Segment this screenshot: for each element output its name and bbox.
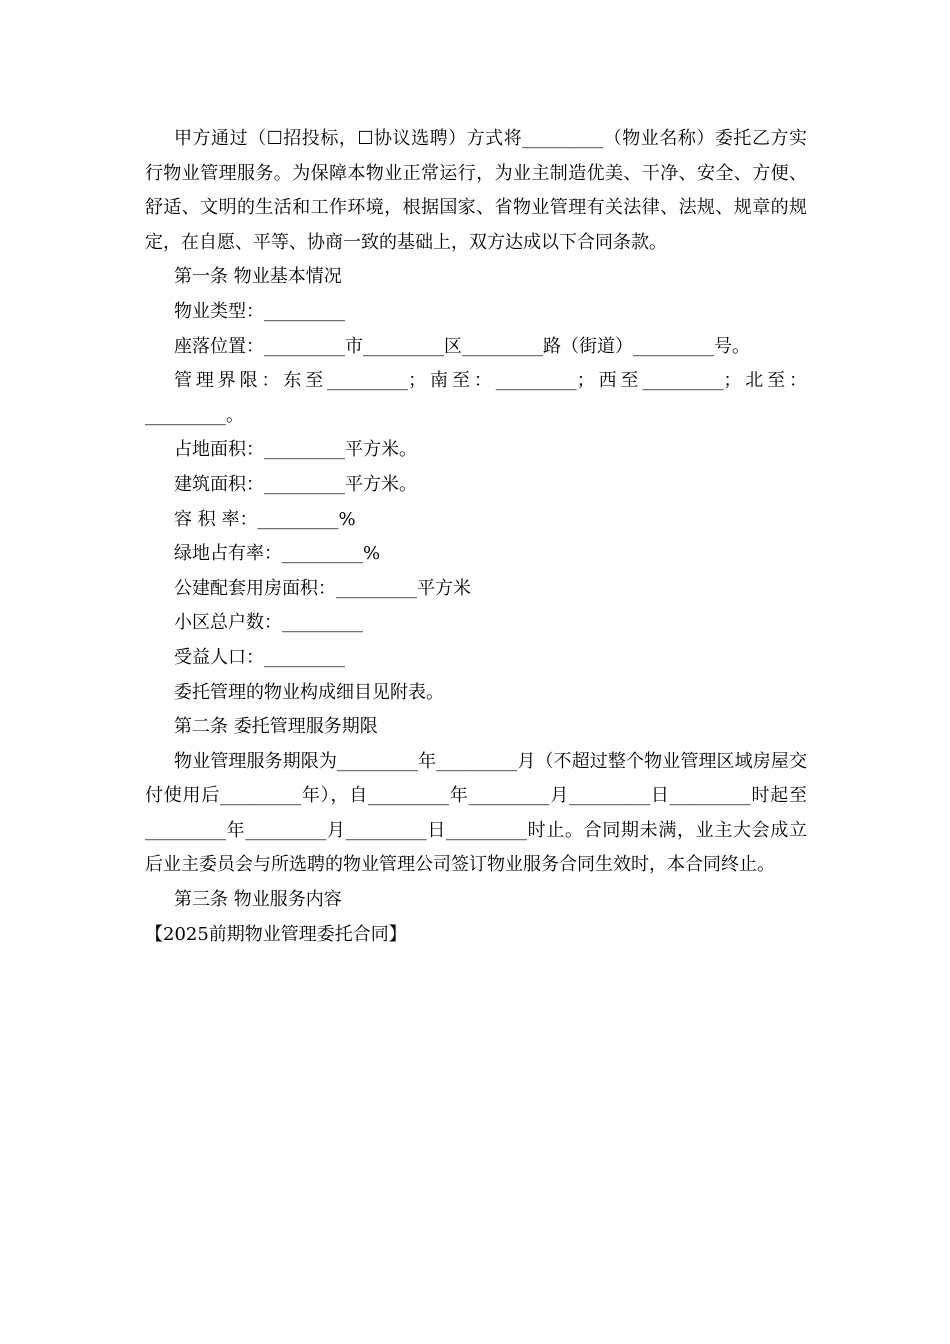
term-paragraph: 物业管理服务期限为_________年_________月（不超过整个物业管理区域房屋交付使用后_________年），自_________年_________月_________日_________时起至_________年_________月_________日_________时止。合同期未满，业主大会成立后业主委员会与所选聘的物业管理公司签订物业服务合同生效时，本合同终止。	[145, 750, 807, 876]
green-ratio-line: 绿地占有率：_________%	[174, 543, 381, 565]
annex-note-line: 委托管理的物业构成细目见附表。	[174, 681, 444, 703]
article-2-heading: 第二条 委托管理服务期限	[174, 716, 378, 738]
article-3-heading: 第三条 物业服务内容	[174, 889, 342, 911]
building-area-line: 建筑面积：_________平方米。	[174, 473, 417, 495]
intro-paragraph: 甲方通过（☐招投标，☐协议选聘）方式将_________（物业名称）委托乙方实行物业管理服务。为保障本物业正常运行，为业主制造优美、干净、安全、方便、舒适、文明的生活和工作环境，根据国家、省物业管理有关法律、法规、规章的规定，在自愿、平等、协商一致的基础上，双方达成以下合同条款。	[145, 128, 807, 253]
households-line: 小区总户数：_________	[174, 612, 363, 634]
boundary-line: 管理界限：东至_________；南至：_________；西至_________；北至：_________。	[145, 370, 807, 426]
public-area-line: 公建配套用房面积：_________平方米	[174, 577, 471, 599]
contract-body	[145, 122, 807, 952]
location-line: 座落位置：_________市_________区_________路（街道）_________号。	[174, 335, 750, 357]
property-type-line: 物业类型：_________	[174, 300, 345, 322]
land-area-line: 占地面积：_________平方米。	[174, 439, 417, 461]
footer-note: 【2025前期物业管理委托合同】	[145, 923, 407, 945]
plot-ratio-line: 容 积 率：_________%	[174, 508, 356, 530]
population-line: 受益人口：_________	[174, 646, 345, 668]
article-1-heading: 第一条 物业基本情况	[174, 266, 342, 288]
